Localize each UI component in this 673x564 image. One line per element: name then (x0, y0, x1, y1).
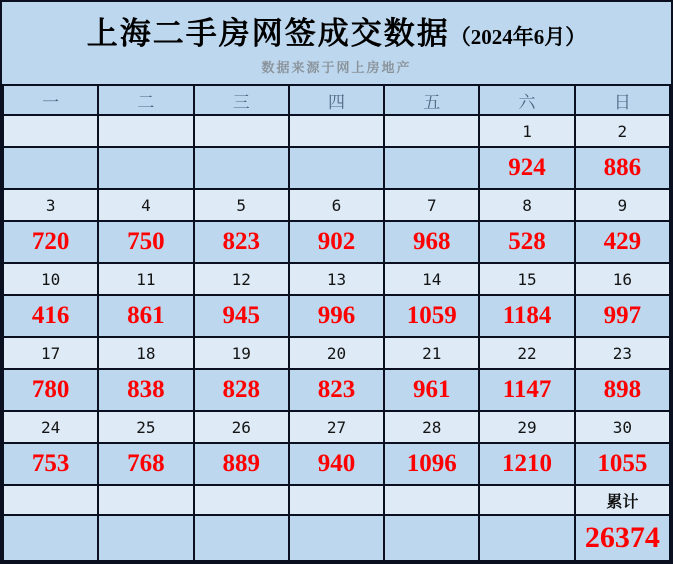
value-cell: 823 (194, 221, 289, 263)
page-title (2, 14, 671, 54)
value-cell: 945 (194, 295, 289, 337)
value-cell: 968 (384, 221, 479, 263)
date-cell (3, 115, 98, 147)
date-cell: 20 (289, 337, 384, 369)
empty-cell (3, 515, 98, 561)
value-cell: 780 (3, 369, 98, 411)
value-cell: 750 (98, 221, 193, 263)
transactions-calendar-table (2, 84, 671, 562)
date-cell: 6 (289, 189, 384, 221)
empty-cell (479, 515, 574, 561)
value-cell: 924 (479, 147, 574, 189)
empty-cell (384, 515, 479, 561)
value-cell (98, 147, 193, 189)
value-cell: 961 (384, 369, 479, 411)
value-cell: 1059 (384, 295, 479, 337)
title-period: （2024年6月） (449, 25, 587, 49)
date-cell: 28 (384, 411, 479, 443)
week3-date-row (3, 263, 670, 295)
empty-cell (289, 485, 384, 515)
value-cell: 828 (194, 369, 289, 411)
date-cell: 29 (479, 411, 574, 443)
date-cell (384, 115, 479, 147)
weekday-header-mon: 一 (3, 85, 98, 115)
date-cell: 12 (194, 263, 289, 295)
date-cell: 16 (575, 263, 670, 295)
empty-cell (289, 515, 384, 561)
value-cell: 823 (289, 369, 384, 411)
date-cell: 5 (194, 189, 289, 221)
date-cell: 13 (289, 263, 384, 295)
date-cell (289, 115, 384, 147)
week1-value-row (3, 147, 670, 189)
weekday-header-sat: 六 (479, 85, 574, 115)
value-cell (194, 147, 289, 189)
empty-cell (194, 485, 289, 515)
summary-label-row (3, 485, 670, 515)
week1-date-row (3, 115, 670, 147)
weekday-header-fri: 五 (384, 85, 479, 115)
week4-date-row (3, 337, 670, 369)
value-cell (289, 147, 384, 189)
date-cell: 1 (479, 115, 574, 147)
value-cell: 1096 (384, 443, 479, 485)
empty-cell (98, 515, 193, 561)
value-cell (384, 147, 479, 189)
date-cell: 24 (3, 411, 98, 443)
weekday-header-wed: 三 (194, 85, 289, 115)
value-cell: 1210 (479, 443, 574, 485)
value-cell: 886 (575, 147, 670, 189)
date-cell: 27 (289, 411, 384, 443)
value-cell: 1147 (479, 369, 574, 411)
weekday-header-sun: 日 (575, 85, 670, 115)
week5-date-row (3, 411, 670, 443)
value-cell: 1055 (575, 443, 670, 485)
value-cell (3, 147, 98, 189)
date-cell: 21 (384, 337, 479, 369)
empty-cell (3, 485, 98, 515)
value-cell: 997 (575, 295, 670, 337)
value-cell: 996 (289, 295, 384, 337)
week4-value-row (3, 369, 670, 411)
cumulative-total-value: 26374 (575, 515, 670, 561)
value-cell: 889 (194, 443, 289, 485)
date-cell: 8 (479, 189, 574, 221)
title-main: 上海二手房网签成交数据 (86, 16, 450, 51)
week2-value-row (3, 221, 670, 263)
date-cell: 10 (3, 263, 98, 295)
empty-cell (384, 485, 479, 515)
value-cell: 838 (98, 369, 193, 411)
weekday-header-thu: 四 (289, 85, 384, 115)
date-cell: 30 (575, 411, 670, 443)
week3-value-row (3, 295, 670, 337)
date-cell: 7 (384, 189, 479, 221)
date-cell: 3 (3, 189, 98, 221)
empty-cell (98, 485, 193, 515)
date-cell: 2 (575, 115, 670, 147)
date-cell: 18 (98, 337, 193, 369)
date-cell: 25 (98, 411, 193, 443)
value-cell: 753 (3, 443, 98, 485)
cumulative-label: 累计 (575, 485, 670, 515)
date-cell: 22 (479, 337, 574, 369)
value-cell: 861 (98, 295, 193, 337)
date-cell: 23 (575, 337, 670, 369)
date-cell: 15 (479, 263, 574, 295)
weekday-header-tue: 二 (98, 85, 193, 115)
date-cell (194, 115, 289, 147)
value-cell: 940 (289, 443, 384, 485)
data-source-note: 数据来源于网上房地产 (261, 61, 412, 77)
week2-date-row (3, 189, 670, 221)
date-cell: 4 (98, 189, 193, 221)
date-cell: 14 (384, 263, 479, 295)
date-cell: 19 (194, 337, 289, 369)
value-cell: 528 (479, 221, 574, 263)
title-block (2, 2, 671, 84)
date-cell (98, 115, 193, 147)
weekday-header-row (3, 85, 670, 115)
empty-cell (194, 515, 289, 561)
total-value-row (3, 515, 670, 561)
value-cell: 902 (289, 221, 384, 263)
week5-value-row (3, 443, 670, 485)
value-cell: 898 (575, 369, 670, 411)
date-cell: 17 (3, 337, 98, 369)
value-cell: 429 (575, 221, 670, 263)
date-cell: 9 (575, 189, 670, 221)
value-cell: 768 (98, 443, 193, 485)
date-cell: 26 (194, 411, 289, 443)
value-cell: 416 (3, 295, 98, 337)
date-cell: 11 (98, 263, 193, 295)
value-cell: 1184 (479, 295, 574, 337)
value-cell: 720 (3, 221, 98, 263)
empty-cell (479, 485, 574, 515)
